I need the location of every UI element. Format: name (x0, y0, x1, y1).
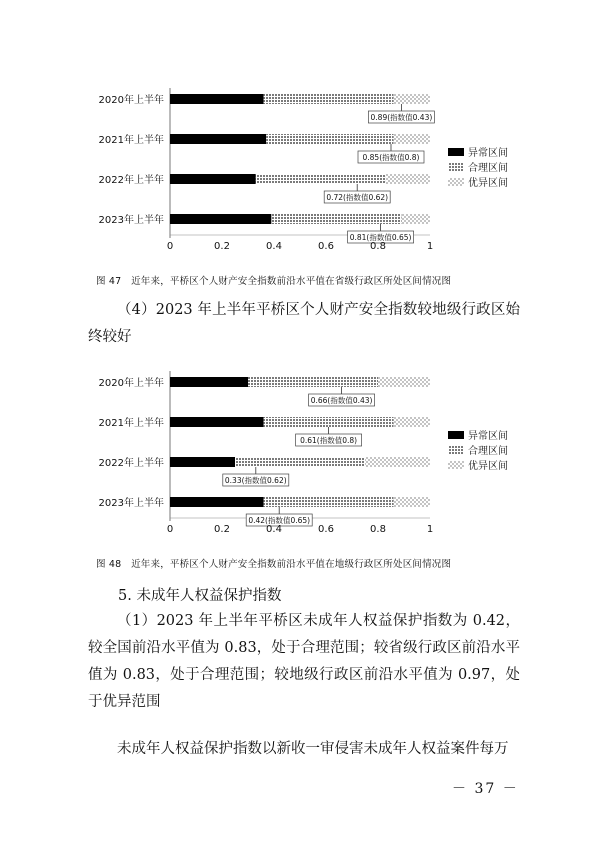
category-label: 2020年上半年 (98, 95, 164, 106)
bar-segment (394, 134, 430, 144)
figure-caption-47: 图 47 近年来，平桥区个人财产安全指数前沿水平值在省级行政区所处区间情况图 (96, 276, 452, 287)
x-tick-label: 0 (166, 524, 174, 535)
legend-swatch (448, 431, 464, 439)
x-tick-label: 0.2 (214, 524, 230, 535)
bar-segment (378, 377, 430, 387)
bar-segment (170, 94, 264, 104)
data-label: 0.61(指数值0.8) (300, 436, 358, 445)
paragraph-1: （1）2023 年上半年平桥区未成年人权益保护指数为 0.42，较全国前沿水平值为 0.83，处于合理范围；较省级行政区前沿水平值为 0.83，处于合理范围；较地级行政区前沿水平值为 0.97，处于优异范围 (88, 613, 520, 710)
bar-segment (365, 457, 430, 467)
chart-fig48 (80, 371, 540, 543)
bar-segment (170, 417, 264, 427)
section-5-heading: 5. 未成年人权益保护指数 (118, 588, 282, 604)
chart-fig47-svg (80, 88, 540, 260)
bar-segment (394, 94, 430, 104)
x-tick-label: 0.6 (318, 241, 334, 252)
category-label: 2021年上半年 (98, 135, 164, 146)
x-tick-label: 1 (426, 524, 434, 535)
chart-fig48-svg (80, 371, 540, 543)
legend-swatch (448, 148, 464, 156)
x-tick-label: 0.8 (370, 524, 386, 535)
bar-segment (170, 214, 271, 224)
data-label: 0.66(指数值0.43) (310, 396, 373, 405)
bar-segment (386, 174, 430, 184)
bar-segment (170, 377, 248, 387)
data-label: 0.72(指数值0.62) (326, 193, 389, 202)
paragraph-2: 未成年人权益保护指数以新收一审侵害未成年人权益案件每万 (117, 741, 509, 757)
page-number: － 37 － (452, 781, 519, 797)
legend-label: 合理区间 (468, 446, 508, 457)
chart-fig47 (80, 88, 540, 260)
category-label: 2022年上半年 (98, 458, 164, 469)
x-tick-label: 0 (166, 241, 174, 252)
bar-segment (170, 497, 264, 507)
x-tick-label: 0.2 (214, 241, 230, 252)
x-tick-label: 0.8 (370, 241, 386, 252)
data-label: 0.33(指数值0.62) (224, 476, 287, 485)
legend-swatch (448, 178, 464, 186)
bar-segment (264, 497, 394, 507)
category-label: 2021年上半年 (98, 418, 164, 429)
legend-label: 合理区间 (468, 163, 508, 174)
figure-caption-48: 图 48 近年来，平桥区个人财产安全指数前沿水平值在地级行政区所处区间情况图 (96, 559, 452, 570)
category-label: 2020年上半年 (98, 378, 164, 389)
x-tick-label: 0.4 (266, 524, 282, 535)
bar-segment (264, 94, 394, 104)
category-label: 2022年上半年 (98, 175, 164, 186)
bar-segment (266, 134, 393, 144)
data-label: 0.89(指数值0.43) (370, 113, 433, 122)
category-label: 2023年上半年 (98, 215, 164, 226)
legend-swatch (448, 461, 464, 469)
legend-label: 优异区间 (468, 461, 508, 472)
x-tick-label: 0.6 (318, 524, 334, 535)
heading-4: （4）2023 年上半年平桥区个人财产安全指数较地级行政区始终较好 (88, 302, 520, 345)
bar-segment (170, 457, 235, 467)
x-tick-label: 0.4 (266, 241, 282, 252)
bar-segment (170, 174, 256, 184)
legend-label: 异常区间 (468, 431, 508, 442)
bar-segment (235, 457, 365, 467)
category-label: 2023年上半年 (98, 498, 164, 509)
legend-swatch (448, 163, 464, 171)
x-tick-label: 1 (426, 241, 434, 252)
data-label: 0.42(指数值0.65) (248, 516, 311, 525)
bar-segment (401, 214, 430, 224)
bar-segment (394, 497, 430, 507)
bar-segment (264, 417, 394, 427)
bar-segment (248, 377, 378, 387)
data-label: 0.85(指数值0.8) (362, 153, 420, 162)
legend-label: 优异区间 (468, 178, 508, 189)
legend-label: 异常区间 (468, 148, 508, 159)
bar-segment (271, 214, 401, 224)
bar-segment (170, 134, 266, 144)
bar-segment (256, 174, 386, 184)
bar-segment (394, 417, 430, 427)
data-label: 0.81(指数值0.65) (349, 233, 412, 242)
legend-swatch (448, 446, 464, 454)
